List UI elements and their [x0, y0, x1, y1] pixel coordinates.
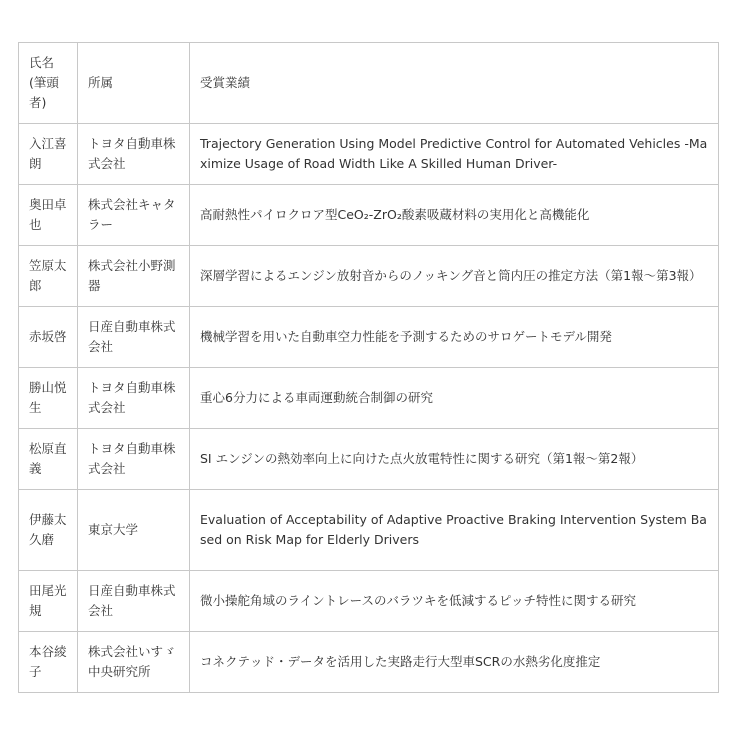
achievement-cell: 深層学習によるエンジン放射音からのノッキング音と筒内圧の推定方法（第1報～第3報） [190, 246, 719, 307]
table-row [19, 185, 719, 246]
achievement-cell: 高耐熱性パイロクロア型CeO₂-ZrO₂酸素吸蔵材料の実用化と高機能化 [190, 185, 719, 246]
table-row [19, 571, 719, 632]
table-row [19, 307, 719, 368]
affiliation-cell: 日産自動車株式会社 [78, 571, 190, 632]
achievement-cell: コネクテッド・データを活用した実路走行大型車SCRの水熱劣化度推定 [190, 632, 719, 693]
name-cell: 勝山悦生 [19, 368, 78, 429]
affiliation-cell: トヨタ自動車株式会社 [78, 368, 190, 429]
name-cell: 田尾光規 [19, 571, 78, 632]
affiliation-cell: 日産自動車株式会社 [78, 307, 190, 368]
name-cell: 伊藤太久磨 [19, 490, 78, 571]
affiliation-cell: 株式会社キャタラー [78, 185, 190, 246]
achievement-cell: SI エンジンの熱効率向上に向けた点火放電特性に関する研究（第1報～第2報） [190, 429, 719, 490]
achievement-cell: 微小操舵角域のライントレースのバラツキを低減するピッチ特性に関する研究 [190, 571, 719, 632]
affiliation-cell: 株式会社いすゞ中央研究所 [78, 632, 190, 693]
table-row [19, 632, 719, 693]
table-row [19, 246, 719, 307]
name-cell: 奥田卓也 [19, 185, 78, 246]
achievement-cell: 重心6分力による車両運動統合制御の研究 [190, 368, 719, 429]
award-table [18, 42, 719, 693]
name-cell: 笠原太郎 [19, 246, 78, 307]
table-row [19, 490, 719, 571]
header-achievement: 受賞業績 [190, 43, 719, 124]
affiliation-cell: 株式会社小野測器 [78, 246, 190, 307]
name-cell: 入江喜朗 [19, 124, 78, 185]
table-row [19, 124, 719, 185]
achievement-cell: Trajectory Generation Using Model Predictive Control for Automated Vehicles -Maximize Usage of Road Width Like A Skilled Human Driver- [190, 124, 719, 185]
table-row [19, 368, 719, 429]
table-header-row [19, 43, 719, 124]
header-name: 氏名(筆頭者) [19, 43, 78, 124]
name-cell: 本谷綾子 [19, 632, 78, 693]
header-affiliation: 所属 [78, 43, 190, 124]
affiliation-cell: トヨタ自動車株式会社 [78, 124, 190, 185]
achievement-cell: Evaluation of Acceptability of Adaptive Proactive Braking Intervention System Based on Risk Map for Elderly Drivers [190, 490, 719, 571]
table-row [19, 429, 719, 490]
name-cell: 松原直義 [19, 429, 78, 490]
affiliation-cell: トヨタ自動車株式会社 [78, 429, 190, 490]
affiliation-cell: 東京大学 [78, 490, 190, 571]
name-cell: 赤坂啓 [19, 307, 78, 368]
achievement-cell: 機械学習を用いた自動車空力性能を予測するためのサロゲートモデル開発 [190, 307, 719, 368]
